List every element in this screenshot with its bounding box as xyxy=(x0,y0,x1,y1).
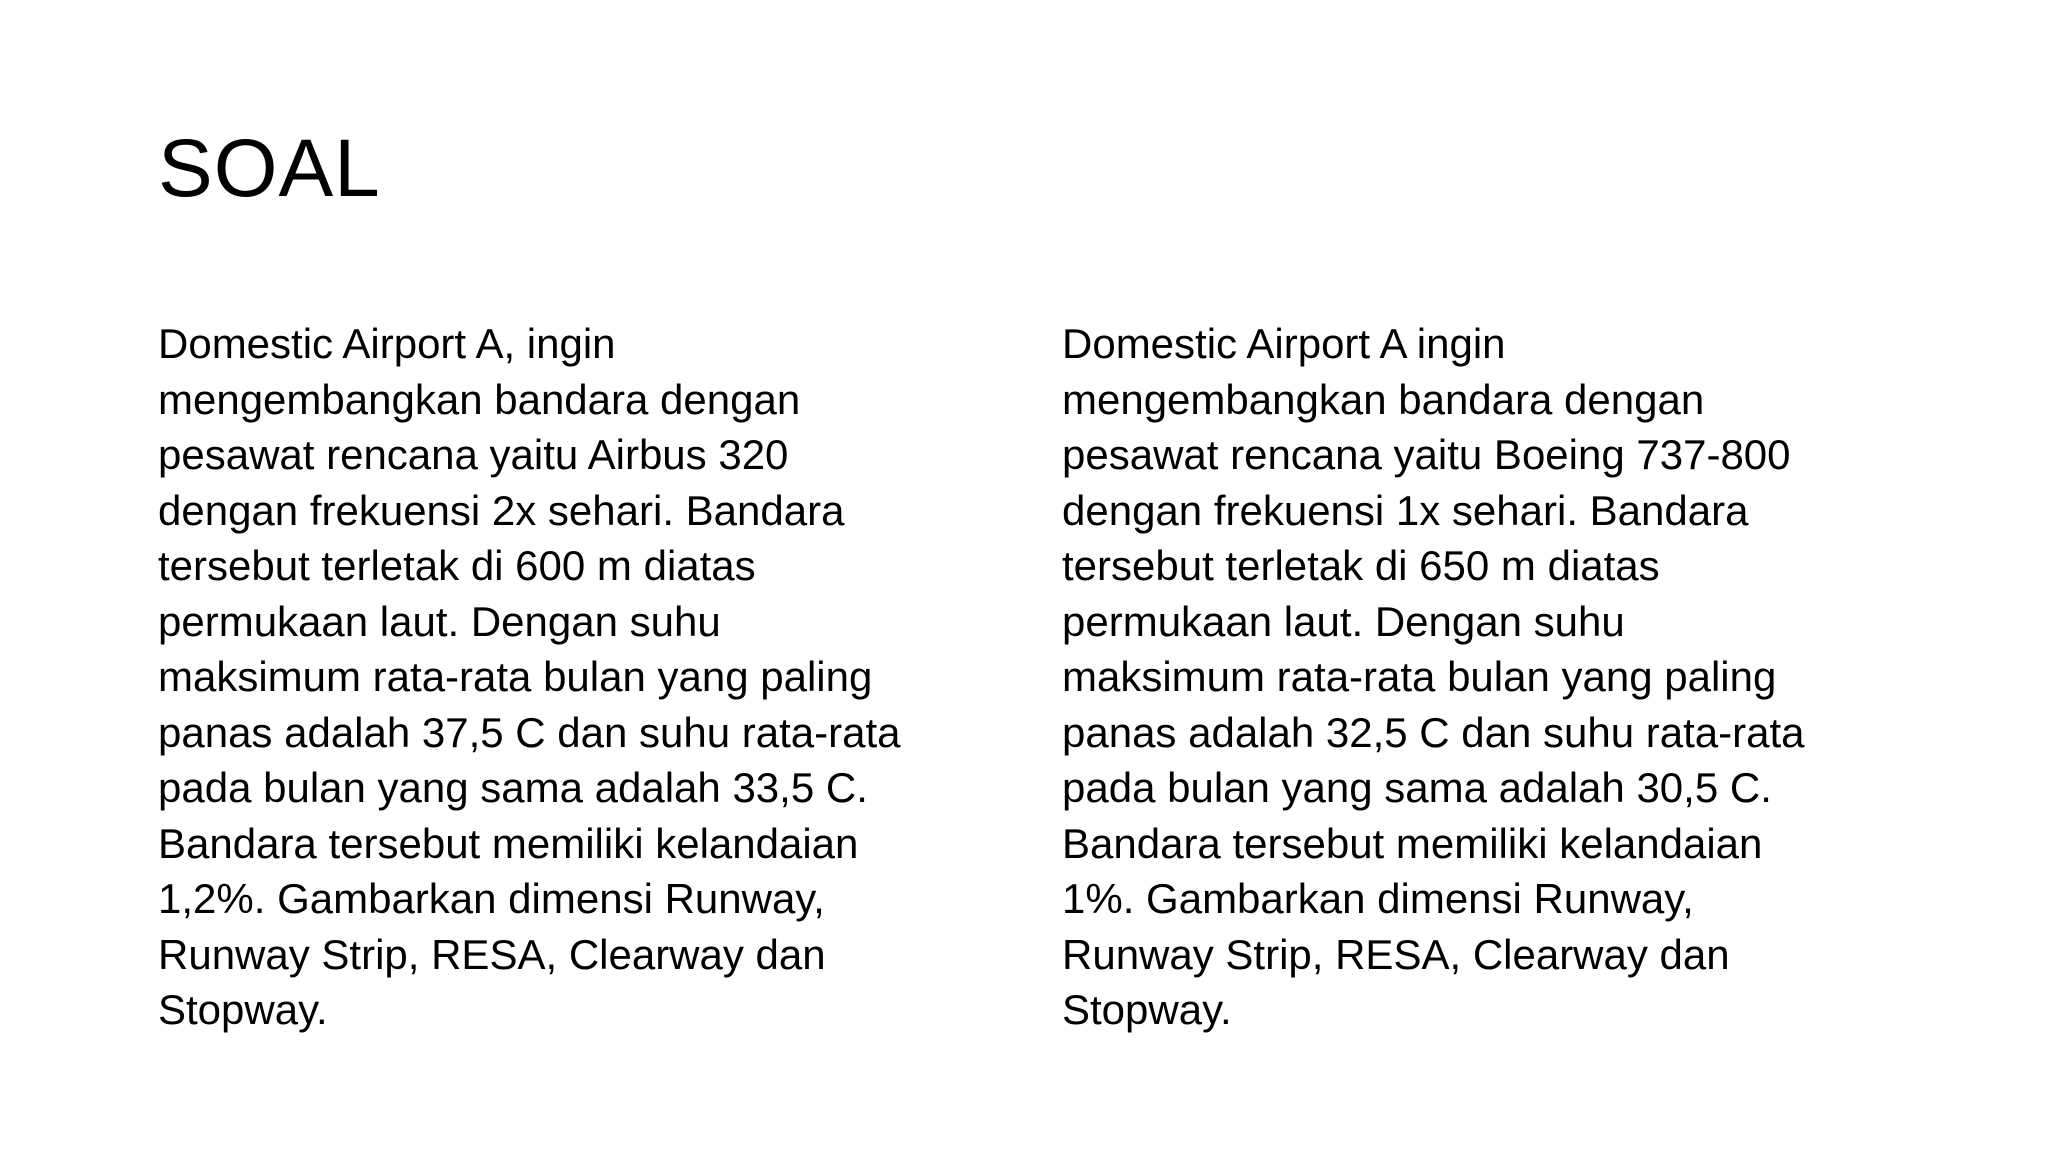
problem-text-left: Domestic Airport A, ingin mengembangkan bandara dengan pesawat rencana yaitu Airbus 320 dengan frekuensi 2x sehari. Bandara tersebut terletak di 600 m diatas permukaan laut. Dengan suhu maksimum rata-rata bulan yang paling panas adalah 37,5 C dan suhu rata-rata pada bulan yang sama adalah 33,5 C. Bandara tersebut memiliki kelandaian 1,2%. Gambarkan dimensi Runway, Runway Strip, RESA, Clearway dan Stopway. xyxy=(158,320,901,1033)
slide-title: SOAL xyxy=(158,123,381,214)
problem-text-right: Domestic Airport A ingin mengembangkan bandara dengan pesawat rencana yaitu Boeing 737-800 dengan frekuensi 1x sehari. Bandara tersebut terletak di 650 m diatas permukaan laut. Dengan suhu maksimum rata-rata bulan yang paling panas adalah 32,5 C dan suhu rata-rata pada bulan yang sama adalah 30,5 C. Bandara tersebut memiliki kelandaian 1%. Gambarkan dimensi Runway, Runway Strip, RESA, Clearway dan Stopway. xyxy=(1062,320,1805,1033)
